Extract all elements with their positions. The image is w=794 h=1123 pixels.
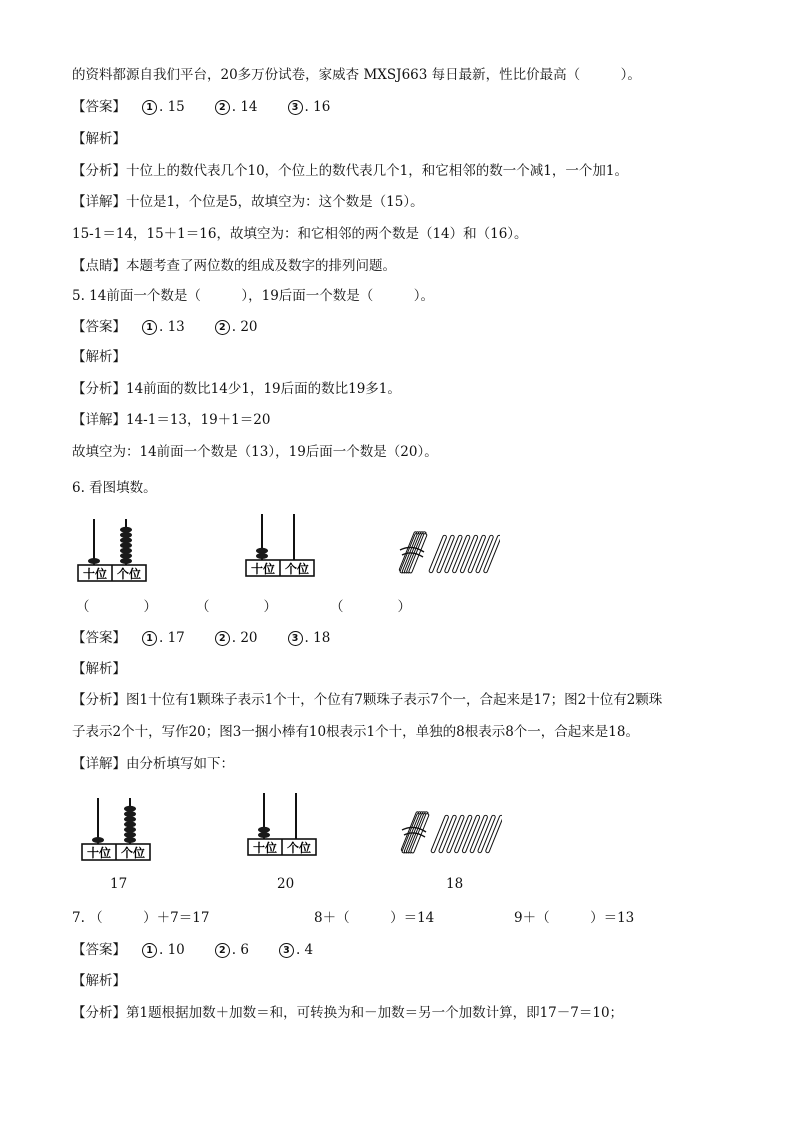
- tens-label: 十位: [252, 841, 278, 855]
- answer-option: [215, 97, 258, 117]
- q6-fill-3: 18: [446, 876, 464, 892]
- intro-line: 的资料都源自我们平台，20多万份试卷，家威杏 MXSJ663 每日最新，性比价最高（ ）。: [72, 67, 641, 83]
- q6-analysis-1: 【分析】图1十位有1颗珠子表示1个十，个位有7颗珠子表示7个一，合起来是17；图2十位有2颗珠: [72, 692, 663, 708]
- q4-answer-row: [72, 97, 360, 117]
- q5-result: 故填空为：14前面一个数是（13），19后面一个数是（20）。: [72, 444, 438, 460]
- q6-answer-row: [72, 628, 360, 648]
- abacus-bead: [258, 832, 270, 838]
- answer-value: . 18: [304, 630, 331, 646]
- circled-number: 1: [142, 100, 157, 115]
- answer-option: [215, 628, 258, 648]
- answer-value: . 20: [231, 630, 258, 646]
- answer-value: . 16: [304, 99, 331, 115]
- analysis-label: 【解析】: [72, 349, 126, 365]
- circled-number: 2: [215, 631, 230, 646]
- answer-list: [142, 97, 360, 117]
- analysis-label: 【解析】: [72, 131, 126, 147]
- circled-number: 2: [215, 100, 230, 115]
- abacus-bead: [120, 553, 132, 559]
- answer-value: . 4: [295, 942, 314, 958]
- answer-list: [142, 628, 360, 648]
- circled-number: 3: [288, 631, 303, 646]
- q7-part-3: 9＋（ ）＝13: [514, 910, 635, 926]
- stick-bundle: [399, 531, 427, 573]
- sticks-figure: [392, 530, 500, 578]
- stick-bundle: [401, 811, 429, 853]
- tens-beads: [256, 548, 268, 559]
- q6-detail: 【详解】由分析填写如下：: [72, 756, 234, 772]
- answer-option: [215, 940, 249, 960]
- q5-question: 5. 14前面一个数是（ ），19后面一个数是（ ）。: [72, 288, 435, 304]
- abacus-bead: [120, 537, 132, 543]
- q5-answer-row: [72, 317, 288, 337]
- ones-label: 个位: [286, 841, 312, 855]
- abacus-bead: [120, 548, 132, 554]
- abacus-bead: [120, 527, 132, 533]
- answer-option: [142, 940, 185, 960]
- answer-label: 【答案】: [72, 99, 126, 115]
- abacus-bead: [256, 548, 268, 554]
- q6-fill-1: 17: [110, 876, 128, 892]
- circled-number: 2: [215, 320, 230, 335]
- answer-value: . 13: [159, 319, 185, 335]
- answer-option: [142, 628, 185, 648]
- circled-number: 3: [288, 100, 303, 115]
- abacus-bead: [92, 837, 104, 843]
- answer-value: . 20: [231, 319, 258, 335]
- q4-analysis: 【分析】十位上的数代表几个10，个位上的数代表几个1，和它相邻的数一个减1，一个加1。: [72, 163, 628, 179]
- q6-fill-2: 20: [277, 876, 295, 892]
- circled-number: 1: [142, 320, 157, 335]
- answer-label: 【答案】: [72, 942, 126, 958]
- q6-analysis-2: 子表示2个十，写作20；图3一捆小棒有10根表示1个十，单独的8根表示8个一，合起来是18。: [72, 724, 639, 740]
- tens-label: 十位: [82, 567, 108, 581]
- analysis-label: 【解析】: [72, 661, 126, 677]
- abacus-bead: [124, 816, 136, 822]
- q4-calc: 15-1＝14，15＋1＝16，故填空为：和它相邻的两个数是（14）和（16）。: [72, 226, 528, 242]
- sticks-figure-filled: [394, 810, 502, 858]
- tens-beads: [88, 558, 100, 564]
- answer-option: [142, 97, 185, 117]
- answer-value: . 10: [159, 942, 185, 958]
- answer-value: . 14: [231, 99, 258, 115]
- ones-beads: [124, 806, 136, 843]
- q6-blank-1: （ ）: [76, 599, 157, 615]
- answer-label: 【答案】: [72, 319, 126, 335]
- abacus-figure-1-filled: [80, 795, 152, 863]
- abacus-bead: [120, 558, 132, 564]
- q6-blank-2: （ ）: [196, 599, 277, 615]
- q5-detail: 【详解】14-1＝13，19＋1＝20: [72, 412, 271, 428]
- abacus-bead: [256, 553, 268, 559]
- answer-list: [142, 317, 288, 337]
- q6-blank-3: （ ）: [330, 599, 411, 615]
- ones-label: 个位: [116, 567, 142, 581]
- abacus-bead: [124, 832, 136, 838]
- abacus-figure-2-filled: [246, 790, 318, 858]
- abacus-bead: [124, 821, 136, 827]
- abacus-bead: [88, 558, 100, 564]
- abacus-bead: [124, 811, 136, 817]
- q5-analysis: 【分析】14前面的数比14少1，19后面的数比19多1。: [72, 381, 401, 397]
- tens-beads: [92, 837, 104, 843]
- abacus-bead: [120, 532, 132, 538]
- abacus-figure-2: [244, 511, 316, 579]
- analysis-label: 【解析】: [72, 973, 126, 989]
- answer-value: . 6: [231, 942, 249, 958]
- tens-label: 十位: [250, 562, 276, 576]
- answer-label: 【答案】: [72, 630, 126, 646]
- abacus-bead: [120, 542, 132, 548]
- ones-label: 个位: [120, 846, 146, 860]
- tens-beads: [258, 827, 270, 838]
- answer-value: . 17: [159, 630, 185, 646]
- abacus-figure-1: [76, 516, 148, 584]
- ones-label: 个位: [284, 562, 310, 576]
- q7-answer-row: [72, 940, 343, 960]
- abacus-bead: [124, 806, 136, 812]
- answer-option: [288, 97, 331, 117]
- q7-part-1: 7. （ ）＋7＝17: [72, 910, 210, 926]
- answer-list: [142, 940, 343, 960]
- circled-number: 2: [215, 943, 230, 958]
- abacus-bead: [124, 837, 136, 843]
- answer-option: [279, 940, 313, 960]
- abacus-bead: [258, 827, 270, 833]
- q4-comment: 【点睛】本题考查了两位数的组成及数字的排列问题。: [72, 258, 396, 274]
- answer-option: [142, 317, 185, 337]
- q6-question: 6. 看图填数。: [72, 480, 157, 496]
- q7-part-2: 8＋（ ）＝14: [314, 910, 435, 926]
- q4-detail: 【详解】十位是1，个位是5，故填空为：这个数是（15）。: [72, 194, 424, 210]
- circled-number: 1: [142, 943, 157, 958]
- abacus-bead: [124, 827, 136, 833]
- circled-number: 3: [279, 943, 294, 958]
- circled-number: 1: [142, 631, 157, 646]
- answer-value: . 15: [159, 99, 185, 115]
- q7-analysis: 【分析】第1题根据加数＋加数＝和，可转换为和－加数＝另一个加数计算，即17－7＝10；: [72, 1005, 624, 1021]
- ones-beads: [120, 527, 132, 564]
- answer-option: [288, 628, 331, 648]
- tens-label: 十位: [86, 846, 112, 860]
- answer-option: [215, 317, 258, 337]
